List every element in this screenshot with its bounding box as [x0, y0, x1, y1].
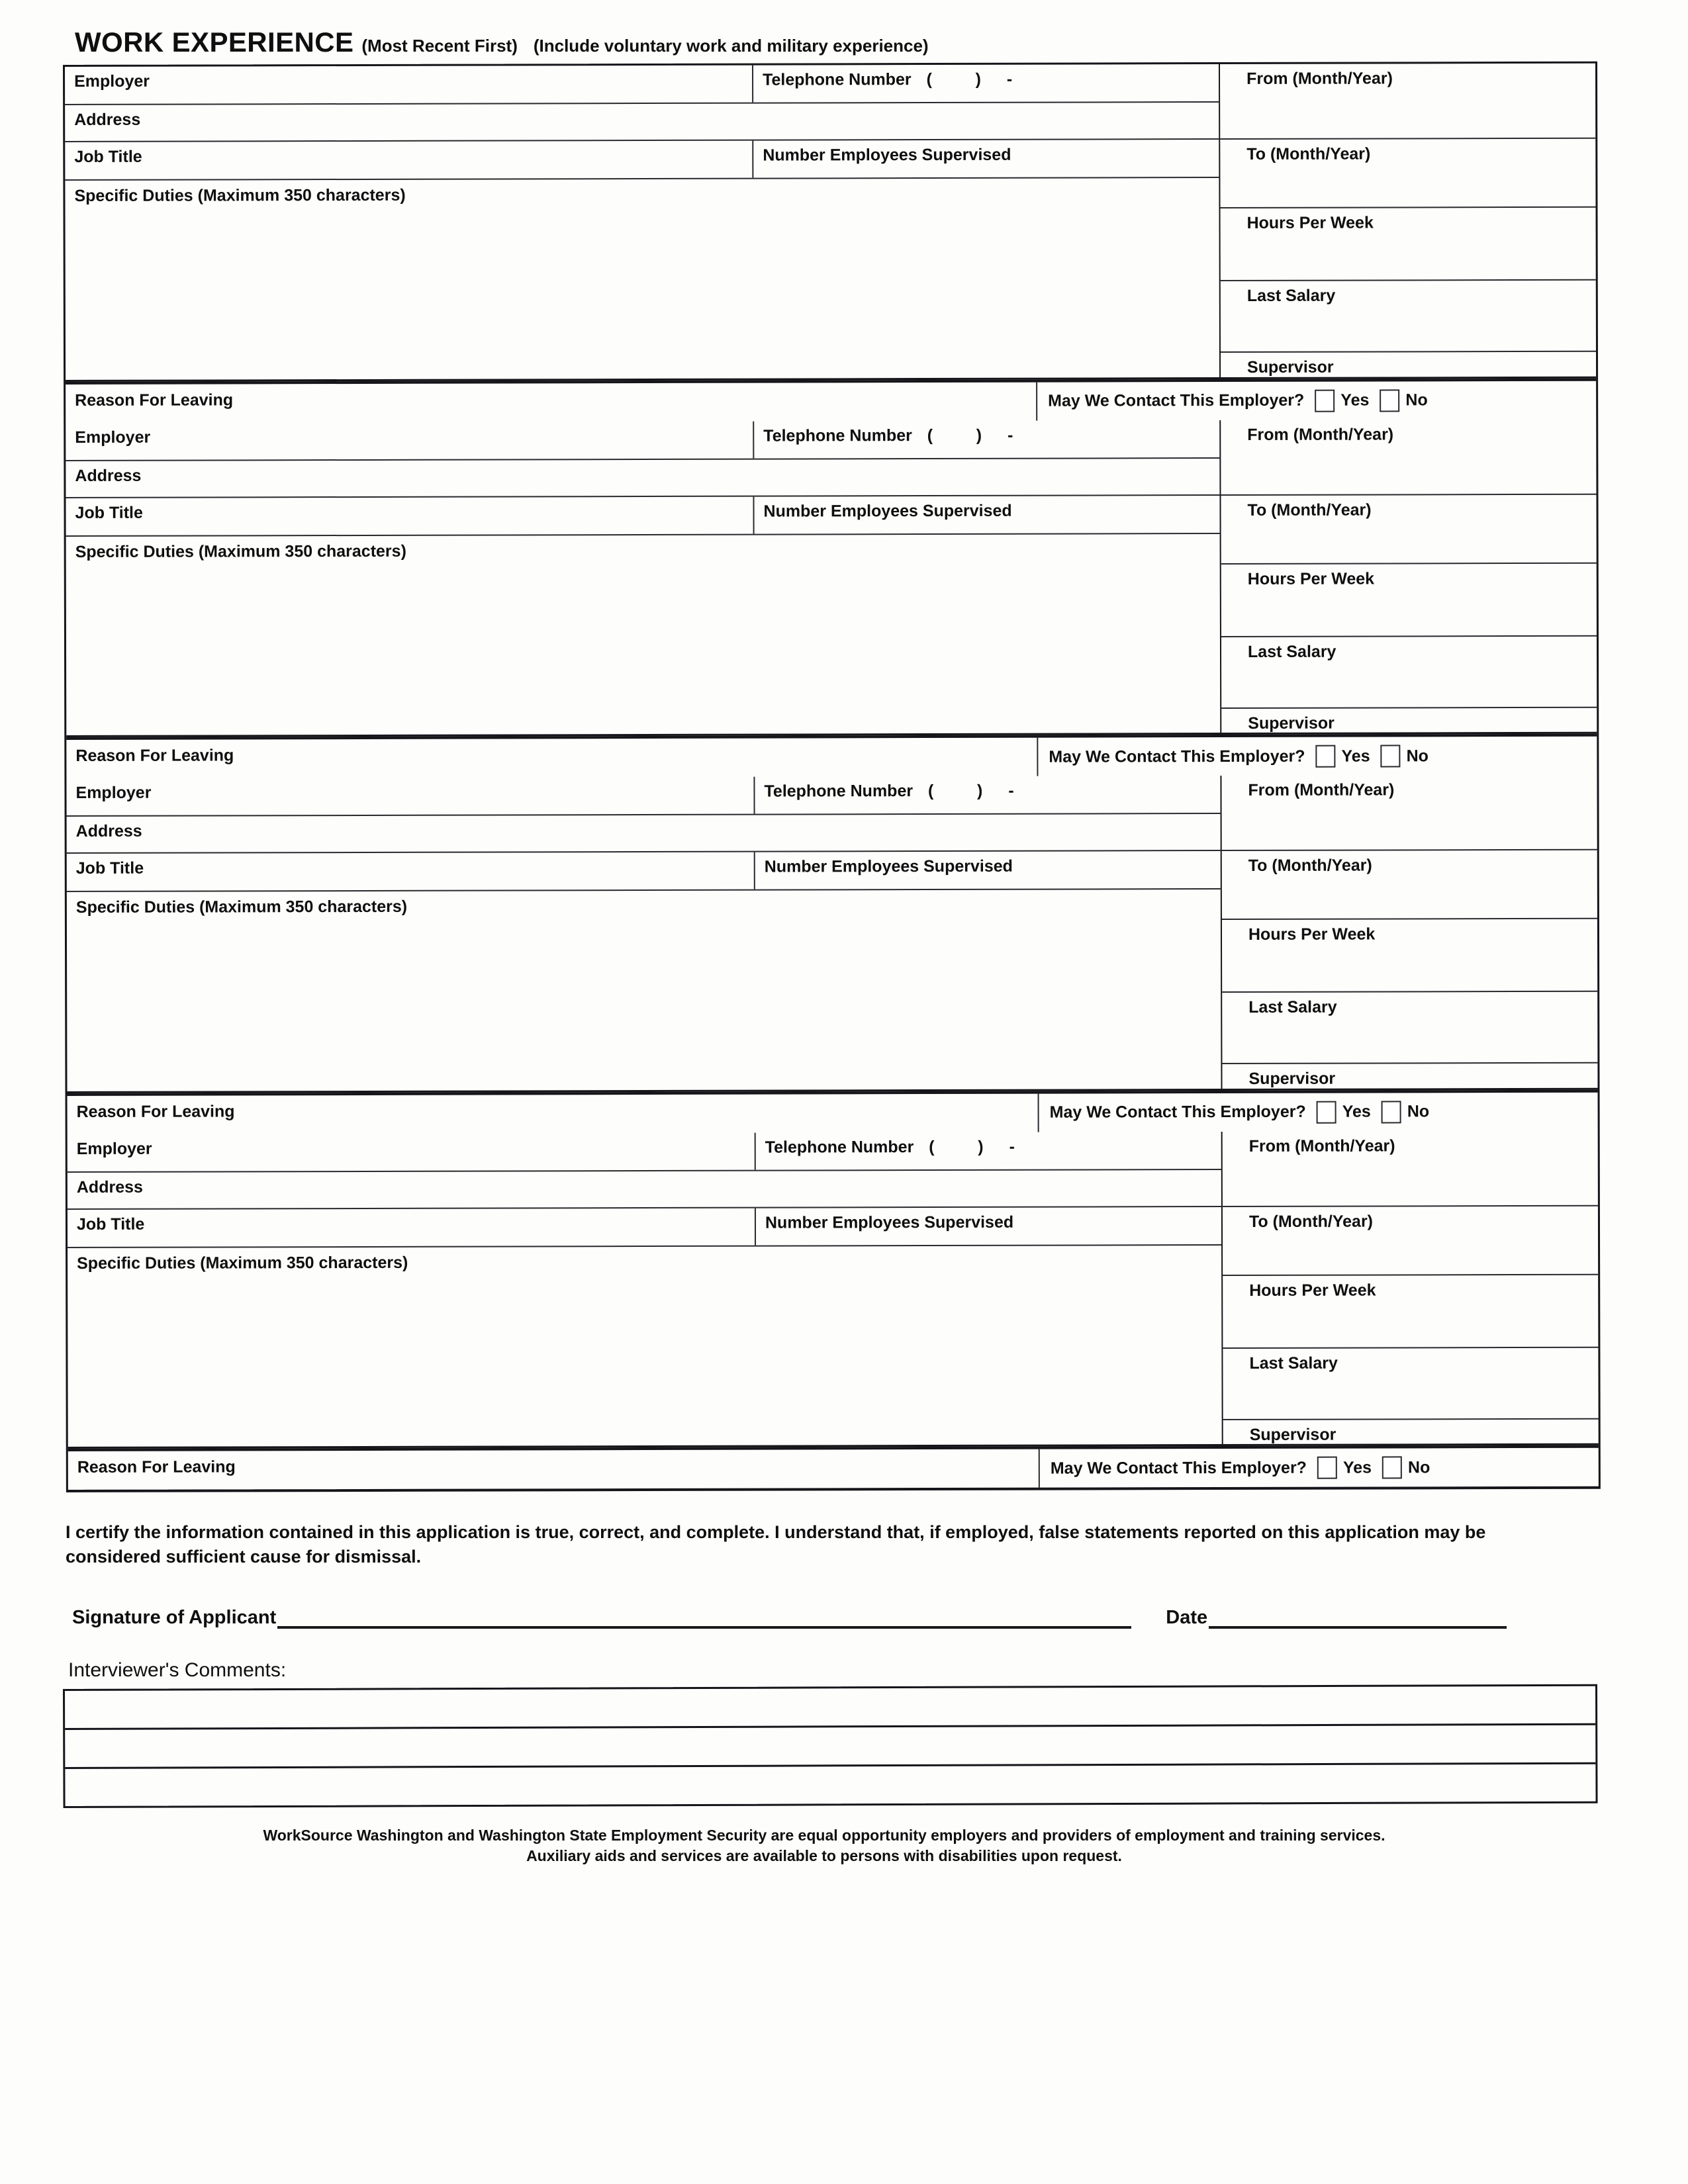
- interviewer-comments-line[interactable]: [65, 1725, 1595, 1768]
- interviewer-comments-box: [63, 1684, 1598, 1807]
- certification-statement: I certify the information contained in this application is true, correct, and complete. I understand that, if employed, false statements reported on this application may be considered sufficient cause for dismissal.: [66, 1522, 1486, 1567]
- paren-open: (: [926, 70, 933, 89]
- specific-duties-label: Specific Duties (Maximum 350 characters): [75, 897, 408, 917]
- telephone-label: Telephone Number: [764, 782, 914, 801]
- employer-label: Employer: [75, 783, 152, 802]
- telephone-format-hint: [929, 1138, 1032, 1156]
- page-title: WORK EXPERIENCE: [75, 26, 354, 58]
- supervisor-field[interactable]: [1221, 352, 1596, 377]
- row-address: [67, 814, 1221, 854]
- address-label: Address: [74, 110, 141, 129]
- reason-for-leaving-field[interactable]: [68, 1093, 1039, 1134]
- supervisor-label: Supervisor: [1248, 1069, 1336, 1088]
- row-job-title: [65, 140, 1219, 181]
- to-date-label: To (Month/Year): [1248, 856, 1372, 875]
- interviewer-comments-line[interactable]: [65, 1764, 1595, 1805]
- employees-supervised-label: Number Employees Supervised: [764, 856, 1013, 876]
- to-date-field[interactable]: [1223, 1206, 1598, 1275]
- employees-supervised-field[interactable]: [756, 1207, 1221, 1246]
- employees-supervised-field[interactable]: [753, 140, 1219, 178]
- telephone-field[interactable]: [754, 420, 1219, 459]
- hours-per-week-field[interactable]: [1222, 919, 1597, 993]
- entry-left-column: [65, 64, 1221, 379]
- employer-label: Employer: [76, 1139, 152, 1158]
- work-experience-entry-1: [65, 64, 1596, 423]
- row-job-title: [67, 851, 1221, 892]
- from-date-label: From (Month/Year): [1248, 780, 1395, 799]
- contact-no-checkbox[interactable]: [1380, 389, 1399, 412]
- paren-open: (: [927, 782, 935, 801]
- form-content: [63, 26, 1599, 1866]
- may-we-contact-group: [1037, 381, 1596, 420]
- signature-input[interactable]: [277, 1609, 1131, 1629]
- contact-yes-checkbox[interactable]: [1317, 1457, 1337, 1479]
- footer-notice: [63, 1825, 1585, 1866]
- job-title-label: Job Title: [75, 503, 143, 522]
- address-label: Address: [76, 1177, 143, 1197]
- phone-dash: -: [1006, 69, 1013, 89]
- last-salary-field[interactable]: [1221, 281, 1596, 353]
- signature-row: [63, 1607, 1599, 1629]
- last-salary-label: Last Salary: [1246, 286, 1336, 305]
- may-we-contact-group: [1040, 1448, 1599, 1488]
- contact-yes-label: Yes: [1340, 390, 1370, 410]
- hours-per-week-label: Hours Per Week: [1249, 1281, 1376, 1300]
- section-header: [63, 26, 1599, 58]
- employer-field[interactable]: [65, 66, 753, 104]
- contact-no-checkbox[interactable]: [1382, 1101, 1401, 1123]
- job-title-label: Job Title: [75, 858, 144, 878]
- row-employer: [68, 1132, 1221, 1173]
- footer-line-2: Auxiliary aids and services are available to persons with disabilities upon request.: [526, 1846, 1122, 1864]
- job-title-label: Job Title: [76, 1214, 145, 1234]
- telephone-format-hint: [927, 71, 1030, 89]
- contact-yes-label: Yes: [1341, 747, 1370, 766]
- from-date-label: From (Month/Year): [1246, 69, 1393, 88]
- work-experience-entry-2: [66, 419, 1597, 778]
- telephone-field[interactable]: [756, 1132, 1221, 1170]
- interviewer-comments-label: Interviewer's Comments:: [68, 1659, 287, 1681]
- specific-duties-field[interactable]: [68, 1246, 1222, 1447]
- entry-right-column: [1220, 64, 1596, 377]
- reason-for-leaving-label: Reason For Leaving: [77, 1457, 236, 1477]
- row-employer: [65, 64, 1219, 105]
- employer-field[interactable]: [68, 1132, 756, 1171]
- contact-yes-label: Yes: [1342, 1102, 1371, 1121]
- entry-right-column: [1223, 1130, 1599, 1444]
- job-title-field[interactable]: [68, 1208, 756, 1246]
- from-date-field[interactable]: [1223, 1130, 1598, 1206]
- address-field[interactable]: [67, 814, 1221, 852]
- paren-open: (: [927, 426, 934, 445]
- supervisor-field[interactable]: [1222, 1064, 1597, 1089]
- paren-close: ): [976, 426, 983, 445]
- job-title-field[interactable]: [66, 496, 754, 535]
- address-field[interactable]: [65, 103, 1219, 141]
- reason-for-leaving-field[interactable]: [66, 738, 1038, 778]
- work-experience-entry-4: [68, 1130, 1599, 1490]
- address-label: Address: [75, 821, 142, 841]
- row-address: [65, 103, 1219, 142]
- employees-supervised-field[interactable]: [755, 851, 1221, 889]
- row-job-title: [68, 1207, 1221, 1248]
- supervisor-field[interactable]: [1223, 1419, 1599, 1444]
- reason-for-leaving-row: [68, 1089, 1598, 1134]
- row-address: [66, 459, 1219, 498]
- footer-line-1: WorkSource Washington and Washington State Employment Security are equal opportunity employers and providers of employment and training services.: [263, 1826, 1385, 1844]
- reason-for-leaving-label: Reason For Leaving: [75, 746, 234, 765]
- phone-dash: -: [1008, 781, 1015, 800]
- contact-yes-checkbox[interactable]: [1315, 745, 1335, 768]
- reason-for-leaving-row: [66, 734, 1597, 778]
- may-we-contact-label: May We Contact This Employer?: [1049, 747, 1305, 766]
- entry-left-column: [66, 420, 1221, 735]
- entry-right-column: [1221, 775, 1597, 1089]
- employees-supervised-label: Number Employees Supervised: [765, 1212, 1014, 1232]
- contact-no-checkbox[interactable]: [1381, 745, 1401, 767]
- phone-dash: -: [1009, 1137, 1015, 1156]
- specific-duties-field[interactable]: [66, 534, 1221, 735]
- job-title-field[interactable]: [67, 852, 755, 891]
- contact-yes-checkbox[interactable]: [1317, 1101, 1336, 1123]
- employer-field[interactable]: [66, 421, 754, 459]
- may-we-contact-label: May We Contact This Employer?: [1049, 1102, 1306, 1122]
- supervisor-label: Supervisor: [1249, 1425, 1336, 1444]
- entry-body: [65, 64, 1596, 382]
- job-title-field[interactable]: [65, 141, 753, 179]
- last-salary-field[interactable]: [1221, 636, 1597, 708]
- reason-for-leaving-label: Reason For Leaving: [76, 1101, 235, 1121]
- employer-label: Employer: [75, 428, 151, 447]
- from-date-field[interactable]: [1221, 775, 1597, 851]
- contact-yes-checkbox[interactable]: [1315, 389, 1335, 412]
- address-field[interactable]: [68, 1170, 1221, 1208]
- to-date-field[interactable]: [1222, 850, 1597, 920]
- interviewer-comments-line[interactable]: [65, 1686, 1595, 1729]
- hours-per-week-field[interactable]: [1220, 208, 1595, 281]
- specific-duties-label: Specific Duties (Maximum 350 characters): [75, 541, 406, 561]
- telephone-field[interactable]: [753, 64, 1219, 103]
- hours-per-week-label: Hours Per Week: [1246, 213, 1374, 232]
- date-label: Date: [1166, 1606, 1208, 1628]
- employees-supervised-label: Number Employees Supervised: [763, 501, 1012, 521]
- specific-duties-field[interactable]: [65, 178, 1219, 379]
- from-date-label: From (Month/Year): [1248, 1136, 1395, 1156]
- telephone-format-hint: [928, 782, 1031, 801]
- may-we-contact-label: May We Contact This Employer?: [1048, 390, 1305, 410]
- contact-no-label: No: [1408, 1457, 1430, 1477]
- phone-dash: -: [1008, 426, 1014, 445]
- reason-for-leaving-row: [68, 1445, 1599, 1490]
- telephone-label: Telephone Number: [763, 426, 912, 445]
- telephone-label: Telephone Number: [765, 1137, 914, 1157]
- reason-for-leaving-field[interactable]: [66, 382, 1037, 422]
- last-salary-field[interactable]: [1222, 992, 1597, 1064]
- specific-duties-label: Specific Duties (Maximum 350 characters): [77, 1253, 408, 1273]
- date-input[interactable]: [1209, 1609, 1507, 1629]
- hours-per-week-field[interactable]: [1221, 563, 1597, 637]
- job-title-label: Job Title: [74, 147, 142, 166]
- paren-close: ): [975, 69, 982, 89]
- hours-per-week-field[interactable]: [1223, 1275, 1598, 1348]
- entry-body: [66, 775, 1597, 1093]
- reason-for-leaving-field[interactable]: [68, 1449, 1040, 1490]
- contact-no-label: No: [1407, 1102, 1430, 1121]
- last-salary-label: Last Salary: [1249, 1353, 1338, 1373]
- from-date-label: From (Month/Year): [1247, 424, 1394, 444]
- may-we-contact-group: [1038, 737, 1597, 776]
- employer-field[interactable]: [66, 777, 755, 815]
- employer-label: Employer: [74, 71, 150, 91]
- to-date-label: To (Month/Year): [1248, 1212, 1374, 1231]
- contact-no-checkbox[interactable]: [1382, 1456, 1402, 1479]
- may-we-contact-label: May We Contact This Employer?: [1050, 1458, 1307, 1478]
- last-salary-field[interactable]: [1223, 1347, 1598, 1420]
- work-experience-table: [63, 62, 1601, 1492]
- header-subtitle-include: (Include voluntary work and military experience): [533, 36, 929, 56]
- paren-open: (: [929, 1137, 935, 1156]
- to-date-label: To (Month/Year): [1246, 144, 1371, 163]
- hours-per-week-label: Hours Per Week: [1248, 925, 1376, 944]
- specific-duties-label: Specific Duties (Maximum 350 characters): [74, 185, 406, 205]
- work-experience-entry-3: [66, 775, 1597, 1134]
- row-job-title: [66, 496, 1219, 537]
- employees-supervised-label: Number Employees Supervised: [763, 145, 1011, 165]
- entry-right-column: [1221, 419, 1597, 733]
- entry-left-column: [68, 1132, 1223, 1447]
- employees-supervised-field[interactable]: [754, 496, 1219, 534]
- to-date-field[interactable]: [1220, 139, 1595, 208]
- contact-no-label: No: [1406, 746, 1429, 765]
- from-date-field[interactable]: [1220, 64, 1595, 140]
- telephone-field[interactable]: [755, 776, 1220, 814]
- last-salary-label: Last Salary: [1247, 642, 1336, 661]
- may-we-contact-group: [1039, 1092, 1598, 1132]
- to-date-label: To (Month/Year): [1247, 500, 1372, 520]
- address-label: Address: [75, 466, 142, 485]
- from-date-field[interactable]: [1221, 419, 1596, 495]
- telephone-format-hint: [927, 426, 1031, 445]
- entry-left-column: [66, 776, 1222, 1091]
- hours-per-week-label: Hours Per Week: [1247, 569, 1375, 588]
- paren-close: ): [978, 1137, 984, 1156]
- address-field[interactable]: [66, 459, 1219, 497]
- supervisor-label: Supervisor: [1247, 357, 1334, 377]
- last-salary-label: Last Salary: [1248, 997, 1337, 1017]
- reason-for-leaving-label: Reason For Leaving: [75, 390, 234, 410]
- to-date-field[interactable]: [1221, 494, 1596, 564]
- row-employer: [66, 420, 1219, 461]
- reason-for-leaving-row: [66, 378, 1596, 422]
- header-subtitle-order: (Most Recent First): [361, 36, 518, 56]
- row-address: [68, 1170, 1221, 1210]
- row-employer: [66, 776, 1220, 817]
- signature-label: Signature of Applicant: [72, 1606, 277, 1628]
- contact-yes-label: Yes: [1342, 1458, 1372, 1477]
- specific-duties-field[interactable]: [67, 889, 1221, 1091]
- supervisor-field[interactable]: [1221, 707, 1597, 733]
- contact-no-label: No: [1405, 390, 1428, 410]
- paren-close: ): [976, 781, 984, 800]
- entry-body: [66, 419, 1597, 737]
- supervisor-label: Supervisor: [1248, 713, 1335, 733]
- telephone-label: Telephone Number: [763, 70, 912, 89]
- entry-body: [68, 1130, 1599, 1449]
